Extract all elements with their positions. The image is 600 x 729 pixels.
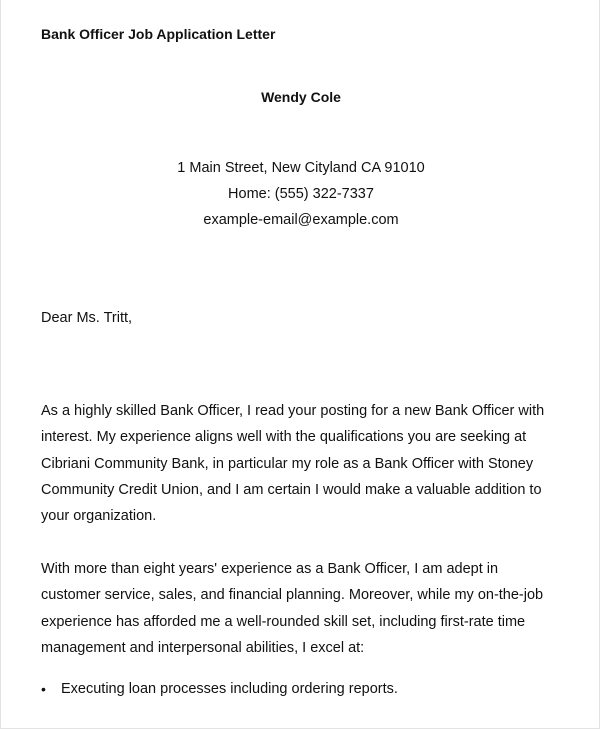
skills-bullet-list — [41, 676, 581, 702]
sender-contact-block — [1, 155, 600, 233]
paragraph-line: interest. My experience aligns well with the qualifications you are seeking at — [41, 429, 527, 446]
list-item — [41, 676, 581, 702]
list-item-text: Executing loan processes including ordering reports. — [61, 681, 398, 697]
paragraph-line: With more than eight years' experience as a Bank Officer, I am adept in — [41, 561, 499, 577]
sender-name: Wendy Cole — [261, 89, 341, 105]
sender-address: 1 Main Street, New Cityland CA 91010 — [177, 160, 425, 176]
body-paragraph-2 — [41, 556, 581, 661]
salutation: Dear Ms. Tritt, — [41, 310, 133, 326]
paragraph-line: Community Credit Union, and I am certain I would make a valuable addition to — [41, 481, 542, 498]
paragraph-line: customer service, sales, and financial planning. Moreover, while my on-the-job — [41, 587, 544, 604]
document-title: Bank Officer Job Application Letter — [41, 26, 276, 42]
paragraph-line: Cibriani Community Bank, in particular my role as a Bank Officer with Stoney — [41, 455, 534, 472]
paragraph-line: experience has afforded me a well-rounded skill set, including first-rate time — [41, 613, 526, 630]
paragraph-line: your organization. — [41, 508, 157, 525]
paragraph-line: management and interpersonal abilities, I excel at: — [41, 639, 365, 656]
paragraph-line: As a highly skilled Bank Officer, I read your posting for a new Bank Officer with — [41, 403, 545, 419]
sender-email: example-email@example.com — [203, 212, 399, 228]
bullet-dot-icon: • — [41, 681, 46, 697]
body-paragraph-1 — [41, 398, 581, 529]
sender-phone: Home: (555) 322-7337 — [228, 186, 374, 202]
